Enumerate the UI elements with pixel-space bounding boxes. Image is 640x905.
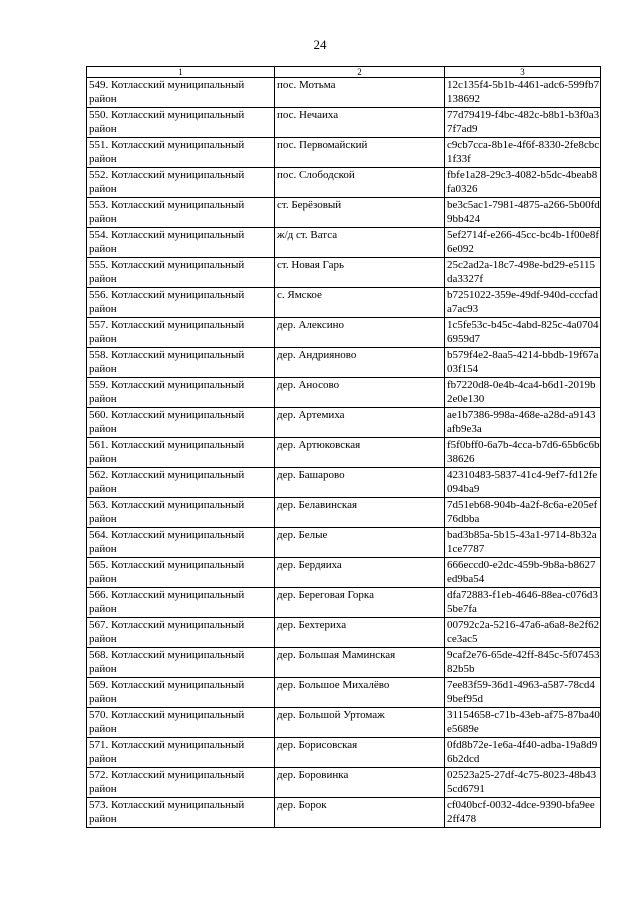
locality-cell: дер. Белавинская (275, 498, 445, 528)
id-cell: fb7220d8-0e4b-4ca4-b6d1-2019b2e0e130 (445, 378, 601, 408)
table-row (87, 318, 601, 348)
locality-cell: с. Ямское (275, 288, 445, 318)
id-cell: c9cb7cca-8b1e-4f6f-8330-2fe8cbc1f33f (445, 138, 601, 168)
district-cell: 552. Котласский муниципальный район (87, 168, 275, 198)
id-cell: 0fd8b72e-1e6a-4f40-adba-19a8d96b2dcd (445, 738, 601, 768)
district-cell: 561. Котласский муниципальный район (87, 438, 275, 468)
locality-cell: дер. Артемиха (275, 408, 445, 438)
locality-cell: дер. Боровинка (275, 768, 445, 798)
id-cell: fbfe1a28-29c3-4082-b5dc-4beab8fa0326 (445, 168, 601, 198)
table-row (87, 618, 601, 648)
table-row (87, 78, 601, 108)
table-row (87, 378, 601, 408)
id-cell: 5ef2714f-e266-45cc-bc4b-1f00e8f6e092 (445, 228, 601, 258)
table-row (87, 288, 601, 318)
district-cell: 556. Котласский муниципальный район (87, 288, 275, 318)
locality-cell: пос. Первомайский (275, 138, 445, 168)
id-cell: 02523a25-27df-4c75-8023-48b435cd6791 (445, 768, 601, 798)
district-cell: 559. Котласский муниципальный район (87, 378, 275, 408)
id-cell: dfa72883-f1eb-4646-88ea-c076d35be7fa (445, 588, 601, 618)
id-cell: bad3b85a-5b15-43a1-9714-8b32a1ce7787 (445, 528, 601, 558)
id-cell: b7251022-359e-49df-940d-cccfada7ac93 (445, 288, 601, 318)
locality-cell: дер. Алексино (275, 318, 445, 348)
district-cell: 558. Котласский муниципальный район (87, 348, 275, 378)
id-cell: ae1b7386-998a-468e-a28d-a9143afb9e3a (445, 408, 601, 438)
district-cell: 566. Котласский муниципальный район (87, 588, 275, 618)
locality-cell: ж/д ст. Ватса (275, 228, 445, 258)
table-row (87, 168, 601, 198)
district-cell: 554. Котласский муниципальный район (87, 228, 275, 258)
locality-cell: дер. Андрияново (275, 348, 445, 378)
district-cell: 549. Котласский муниципальный район (87, 78, 275, 108)
id-cell: b579f4e2-8aa5-4214-bbdb-19f67a03f154 (445, 348, 601, 378)
district-cell: 553. Котласский муниципальный район (87, 198, 275, 228)
locality-cell: пос. Слободской (275, 168, 445, 198)
locality-cell: дер. Артюковская (275, 438, 445, 468)
locality-table (86, 66, 601, 828)
table-header-row (87, 67, 601, 78)
id-cell: 00792c2a-5216-47a6-a6a8-8e2f62ce3ac5 (445, 618, 601, 648)
column-header-2: 2 (275, 67, 445, 78)
locality-cell: дер. Бехтериха (275, 618, 445, 648)
district-cell: 550. Котласский муниципальный район (87, 108, 275, 138)
district-cell: 573. Котласский муниципальный район (87, 798, 275, 828)
table-row (87, 768, 601, 798)
district-cell: 562. Котласский муниципальный район (87, 468, 275, 498)
table-row (87, 648, 601, 678)
id-cell: be3c5ac1-7981-4875-a266-5b00fd9bb424 (445, 198, 601, 228)
locality-cell: дер. Борок (275, 798, 445, 828)
table-row (87, 138, 601, 168)
column-header-1: 1 (87, 67, 275, 78)
id-cell: cf040bcf-0032-4dce-9390-bfa9ee2ff478 (445, 798, 601, 828)
locality-cell: пос. Мотьма (275, 78, 445, 108)
district-cell: 560. Котласский муниципальный район (87, 408, 275, 438)
table-row (87, 528, 601, 558)
table-row (87, 258, 601, 288)
locality-cell: дер. Большое Михалёво (275, 678, 445, 708)
locality-cell: дер. Береговая Горка (275, 588, 445, 618)
page-number: 24 (313, 37, 327, 52)
table-row (87, 228, 601, 258)
id-cell: 42310483-5837-41c4-9ef7-fd12fe094ba9 (445, 468, 601, 498)
locality-cell: дер. Большой Уртомаж (275, 708, 445, 738)
id-cell: 7ee83f59-36d1-4963-a587-78cd49bef95d (445, 678, 601, 708)
district-cell: 551. Котласский муниципальный район (87, 138, 275, 168)
district-cell: 557. Котласский муниципальный район (87, 318, 275, 348)
id-cell: 12c135f4-5b1b-4461-adc6-599fb7138692 (445, 78, 601, 108)
id-cell: 7d51eb68-904b-4a2f-8c6a-e205ef76dbba (445, 498, 601, 528)
table-row (87, 558, 601, 588)
district-cell: 568. Котласский муниципальный район (87, 648, 275, 678)
locality-cell: дер. Бердяиха (275, 558, 445, 588)
locality-cell: пос. Нечаиха (275, 108, 445, 138)
locality-cell: дер. Большая Маминская (275, 648, 445, 678)
district-cell: 569. Котласский муниципальный район (87, 678, 275, 708)
district-cell: 555. Котласский муниципальный район (87, 258, 275, 288)
table-row (87, 348, 601, 378)
id-cell: 1c5fe53c-b45c-4abd-825c-4a07046959d7 (445, 318, 601, 348)
table-row (87, 798, 601, 828)
column-header-3: 3 (445, 67, 601, 78)
table-row (87, 408, 601, 438)
table-row (87, 708, 601, 738)
id-cell: f5f0bff0-6a7b-4cca-b7d6-65b6c6b38626 (445, 438, 601, 468)
table-row (87, 738, 601, 768)
table-row (87, 678, 601, 708)
locality-cell: ст. Берёзовый (275, 198, 445, 228)
table-row (87, 438, 601, 468)
table-row (87, 588, 601, 618)
id-cell: 25c2ad2a-18c7-498e-bd29-e5115da3327f (445, 258, 601, 288)
table-row (87, 198, 601, 228)
table-row (87, 108, 601, 138)
locality-cell: дер. Борисовская (275, 738, 445, 768)
id-cell: 31154658-c71b-43eb-af75-87ba40e5689e (445, 708, 601, 738)
district-cell: 570. Котласский муниципальный район (87, 708, 275, 738)
district-cell: 567. Котласский муниципальный район (87, 618, 275, 648)
table-row (87, 498, 601, 528)
id-cell: 9caf2e76-65de-42ff-845c-5f0745382b5b (445, 648, 601, 678)
district-cell: 565. Котласский муниципальный район (87, 558, 275, 588)
id-cell: 666eccd0-e2dc-459b-9b8a-b8627ed9ba54 (445, 558, 601, 588)
locality-cell: дер. Башарово (275, 468, 445, 498)
district-cell: 564. Котласский муниципальный район (87, 528, 275, 558)
locality-cell: дер. Аносово (275, 378, 445, 408)
locality-cell: ст. Новая Гарь (275, 258, 445, 288)
district-cell: 572. Котласский муниципальный район (87, 768, 275, 798)
id-cell: 77d79419-f4bc-482c-b8b1-b3f0a37f7ad9 (445, 108, 601, 138)
table-row (87, 468, 601, 498)
district-cell: 563. Котласский муниципальный район (87, 498, 275, 528)
locality-cell: дер. Белые (275, 528, 445, 558)
district-cell: 571. Котласский муниципальный район (87, 738, 275, 768)
table-body (87, 78, 601, 828)
